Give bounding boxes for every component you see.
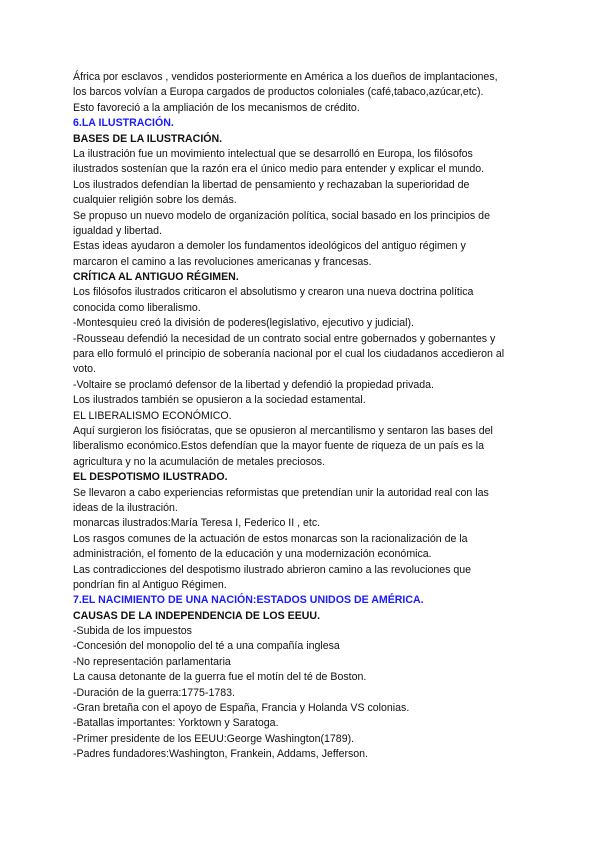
paragraph-line: Los ilustrados también se opusieron a la sociedad estamental. bbox=[73, 394, 366, 407]
section-title: 6.LA ILUSTRACIÓN. bbox=[73, 117, 174, 130]
paragraph-line: para ello formuló el principio de soberanía nacional por el cual los ciudadanos accedieron al bbox=[73, 348, 505, 361]
paragraph-line: marcaron el camino a las revoluciones americanas y francesas. bbox=[73, 255, 372, 268]
paragraph-line: Se llevaron a cabo experiencias reformistas que pretendían unir la autoridad real con las bbox=[73, 486, 489, 499]
paragraph-line: conocida como liberalismo. bbox=[73, 301, 201, 314]
paragraph-line: La ilustración fue un movimiento intelectual que se desarrolló en Europa, los filósofos bbox=[73, 147, 473, 160]
paragraph-line: pondrían fin al Antiguo Régimen. bbox=[73, 578, 227, 591]
paragraph-line: -Batallas importantes: Yorktown y Saratoga. bbox=[73, 717, 279, 730]
paragraph-line: -Gran bretaña con el apoyo de España, Francia y Holanda VS colonias. bbox=[73, 702, 410, 715]
paragraph-line: Esto favoreció a la ampliación de los mecanismos de crédito. bbox=[73, 101, 360, 114]
paragraph-line: -No representación parlamentaria bbox=[73, 655, 231, 668]
paragraph-line: Estas ideas ayudaron a demoler los fundamentos ideológicos del antiguo régimen y bbox=[73, 240, 466, 253]
paragraph-line: administración, el fomento de la educación y una modernización económica. bbox=[73, 548, 432, 561]
paragraph-line: agricultura y no la acumulación de metales preciosos. bbox=[73, 455, 326, 468]
subsection-heading: EL DESPOTISMO ILUSTRADO. bbox=[73, 471, 228, 484]
paragraph-line: -Padres fundadores:Washington, Frankein, Addams, Jefferson. bbox=[73, 748, 369, 761]
subsection-heading: CRÍTICA AL ANTIGUO RÉGIMEN. bbox=[73, 271, 239, 284]
paragraph-line: África por esclavos , vendidos posteriormente en América a los dueños de implantaciones, bbox=[73, 71, 498, 83]
paragraph-line: -Primer presidente de los EEUU:George Washington(1789). bbox=[73, 732, 355, 745]
paragraph-line: igualdad y libertad. bbox=[73, 224, 162, 237]
paragraph-line: ilustrados sostenían que la razón era el único medio para entender y explicar el mundo. bbox=[73, 163, 485, 176]
paragraph-line: -Rousseau defendió la necesidad de un contrato social entre gobernados y gobernantes y bbox=[73, 332, 496, 345]
paragraph-line: los barcos volvían a Europa cargados de productos coloniales (café,tabaco,azúcar,etc). bbox=[73, 86, 484, 99]
section-title: 7.EL NACIMIENTO DE UNA NACIÓN:ESTADOS UNIDOS DE AMÉRICA. bbox=[73, 594, 424, 607]
paragraph-line: Los ilustrados defendían la libertad de pensamiento y rechazaban la superioridad de bbox=[73, 178, 470, 191]
paragraph-line: Se propuso un nuevo modelo de organización política, social basado en los principios de bbox=[73, 209, 490, 222]
paragraph-line: cualquier religión sobre los demás. bbox=[73, 194, 237, 207]
paragraph-line: -Subida de los impuestos bbox=[73, 625, 192, 638]
paragraph-line: ideas de la ilustración. bbox=[73, 501, 178, 514]
paragraph-line: La causa detonante de la guerra fue el motín del té de Boston. bbox=[73, 671, 367, 684]
paragraph-line: liberalismo económico.Estos defendían que la mayor fuente de riqueza de un país es la bbox=[73, 440, 485, 453]
paragraph-line: -Duración de la guerra:1775-1783. bbox=[73, 686, 235, 699]
paragraph-line: -Concesión del monopolio del té a una compañía inglesa bbox=[73, 640, 340, 653]
subsection-heading: CAUSAS DE LA INDEPENDENCIA DE LOS EEUU. bbox=[73, 609, 321, 622]
subsection-heading: EL LIBERALISMO ECONÓMICO. bbox=[73, 409, 232, 422]
subsection-heading: BASES DE LA ILUSTRACIÓN. bbox=[73, 132, 223, 145]
paragraph-line: -Voltaire se proclamó defensor de la libertad y defendió la propiedad privada. bbox=[73, 378, 434, 391]
document-body bbox=[73, 70, 533, 763]
paragraph-line: Las contradicciones del despotismo ilustrado abrieron camino a las revoluciones que bbox=[73, 563, 472, 576]
paragraph-line: Aquí surgieron los fisiócratas, que se opusieron al mercantilismo y sentaron las bases del bbox=[73, 424, 493, 437]
paragraph-line: Los rasgos comunes de la actuación de estos monarcas son la racionalización de la bbox=[73, 532, 468, 545]
paragraph-line: voto. bbox=[73, 363, 96, 376]
paragraph-line: Los filósofos ilustrados criticaron el absolutismo y crearon una nueva doctrina política bbox=[73, 286, 474, 299]
paragraph-line: monarcas ilustrados:María Teresa I, Federico II , etc. bbox=[73, 517, 321, 530]
paragraph-line: -Montesquieu creó la división de poderes(legislativo, ejecutivo y judicial). bbox=[73, 317, 414, 330]
